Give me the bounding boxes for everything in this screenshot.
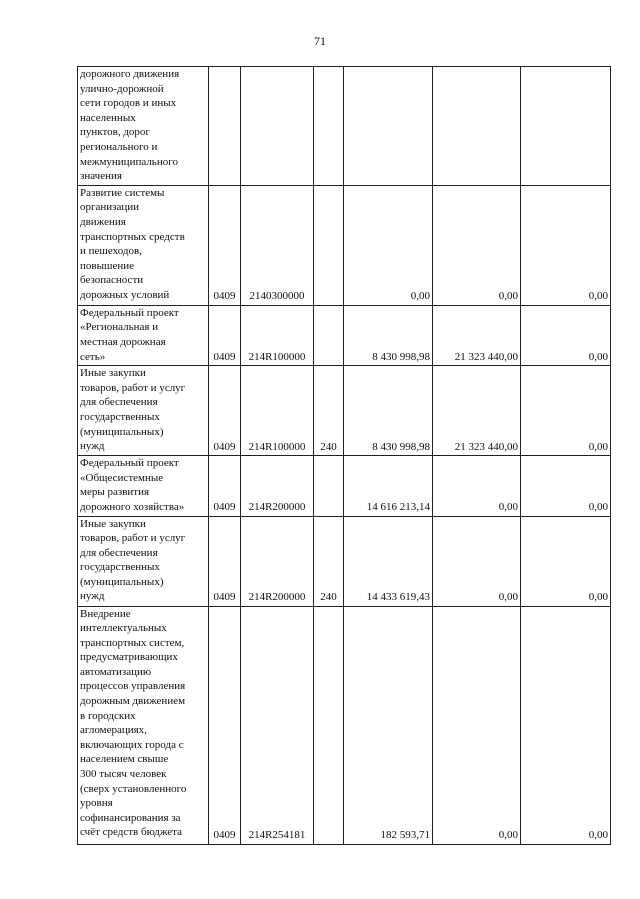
amount-year-2: 0,00 [433,606,521,844]
table-row [78,185,611,305]
expense-type [314,305,344,365]
table-row [78,67,611,186]
section-code: 0409 [209,185,241,305]
amount-year-3: 0,00 [521,185,611,305]
table-row [78,606,611,844]
section-code [209,67,241,186]
amount-year-3: 0,00 [521,606,611,844]
section-code: 0409 [209,606,241,844]
amount-year-2: 21 323 440,00 [433,305,521,365]
amount-year-3 [521,67,611,186]
section-code: 0409 [209,456,241,516]
table-row [78,456,611,516]
row-name: Внедрение интеллектуальных транспортных систем, предусматривающих автоматизацию процессов управления дорожным движением в городских агломерациях, включающих города с населением свыше 300 тысяч человек (сверх установленного уровня софинансирования за счёт средств бюджета [78,606,209,844]
amount-year-1: 8 430 998,98 [344,305,433,365]
table-row [78,516,611,606]
amount-year-3: 0,00 [521,305,611,365]
amount-year-2: 21 323 440,00 [433,366,521,456]
amount-year-2: 0,00 [433,516,521,606]
amount-year-2: 0,00 [433,185,521,305]
row-name: дорожного движения улично-дорожной сети городов и иных населенных пунктов, дорог регионального и межмуниципального значения [78,67,209,186]
expense-type [314,606,344,844]
amount-year-1: 182 593,71 [344,606,433,844]
section-code: 0409 [209,305,241,365]
amount-year-1: 14 616 213,14 [344,456,433,516]
section-code: 0409 [209,366,241,456]
target-code: 214R200000 [241,456,314,516]
page-number: 71 [314,34,326,48]
row-name: Иные закупки товаров, работ и услуг для обеспечения государственных (муниципальных) нужд [78,516,209,606]
amount-year-1: 14 433 619,43 [344,516,433,606]
expense-type: 240 [314,366,344,456]
table-row [78,366,611,456]
target-code: 2140300000 [241,185,314,305]
expense-type: 240 [314,516,344,606]
amount-year-1 [344,67,433,186]
row-name: Федеральный проект «Общесистемные меры развития дорожного хозяйства» [78,456,209,516]
target-code: 214R254181 [241,606,314,844]
budget-table [77,66,611,845]
expense-type [314,185,344,305]
row-name: Федеральный проект «Региональная и местная дорожная сеть» [78,305,209,365]
target-code: 214R200000 [241,516,314,606]
section-code: 0409 [209,516,241,606]
target-code [241,67,314,186]
amount-year-1: 0,00 [344,185,433,305]
amount-year-2 [433,67,521,186]
expense-type [314,67,344,186]
target-code: 214R100000 [241,305,314,365]
row-name: Развитие системы организации движения транспортных средств и пешеходов, повышение безопасности дорожных условий [78,185,209,305]
amount-year-3: 0,00 [521,366,611,456]
table-row [78,305,611,365]
expense-type [314,456,344,516]
amount-year-3: 0,00 [521,516,611,606]
row-name: Иные закупки товаров, работ и услуг для обеспечения государственных (муниципальных) нужд [78,366,209,456]
amount-year-3: 0,00 [521,456,611,516]
target-code: 214R100000 [241,366,314,456]
amount-year-2: 0,00 [433,456,521,516]
amount-year-1: 8 430 998,98 [344,366,433,456]
